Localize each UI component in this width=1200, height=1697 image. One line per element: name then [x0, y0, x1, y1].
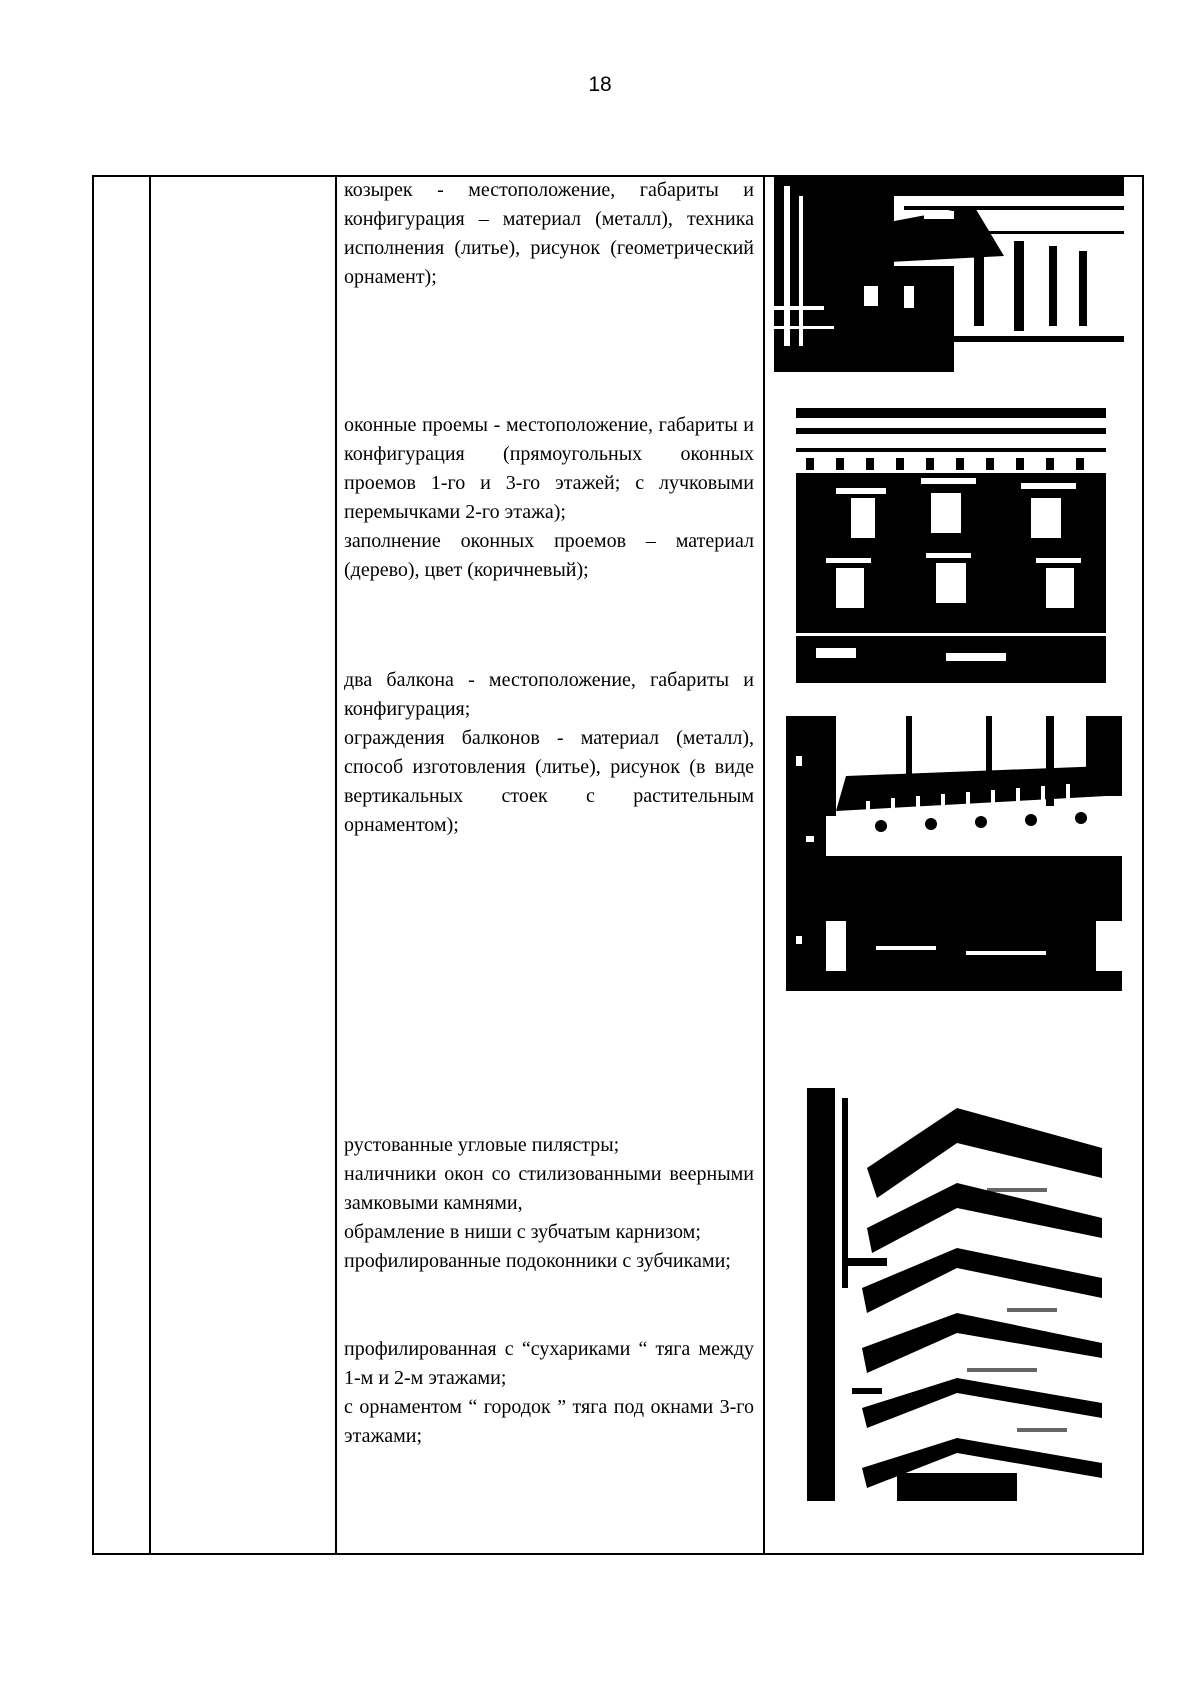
decor-description: рустованные угловые пилястры; наличники окон со стилизованными веерными замковыми камнями, обрамление в ниши с зубчатым карнизом; профилированные подоконники с зубчиками; [344, 1134, 754, 1272]
balconies-description: два балкона - местоположение, габариты и конфигурация; ограждения балконов - материал (металл), способ изготовления (литье), рисунок (в виде вертикальных стоек с растительным орнаментом); [344, 669, 754, 836]
windows-description: оконные проемы - местоположение, габариты и конфигурация (прямоугольных оконных проемов 1-го и 3-го этажей; с лучковыми перемычками 2-го этажа); заполнение оконных проемов – материал (дерево), цвет (коричневый); [344, 414, 754, 581]
column-divider [149, 177, 151, 1553]
column-divider [335, 177, 337, 1553]
page-number: 18 [588, 73, 612, 96]
cornice-description: профилированная с “сухариками “ тяга между 1-м и 2-м этажами; с орнаментом “ городок ” тяга под окнами 3-го этажами; [344, 1338, 754, 1447]
windows-photo-icon [796, 408, 1106, 683]
balcony-photo-icon [786, 716, 1122, 991]
column-divider [763, 177, 765, 1553]
canopy-photo-icon [774, 176, 1124, 372]
canopy-description: козырек - местоположение, габариты и конфигурация – материал (металл), техника исполнения (литье), рисунок (геометрический орнамент); [344, 179, 754, 288]
pilaster-photo-icon [807, 1088, 1102, 1501]
